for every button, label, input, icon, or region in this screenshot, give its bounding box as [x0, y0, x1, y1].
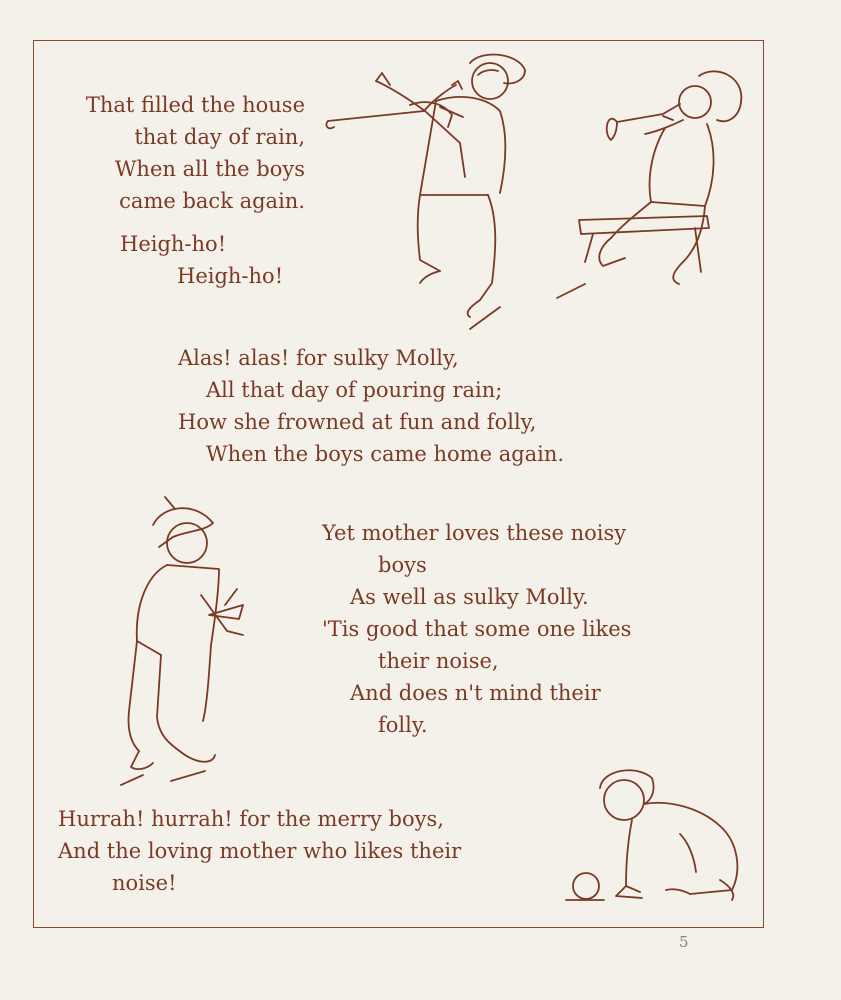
verse-line: their noise,: [378, 649, 499, 673]
verse-line: And the loving mother who likes their: [58, 839, 462, 863]
verse-line: Alas! alas! for sulky Molly,: [178, 346, 459, 370]
verse-line: boys: [378, 553, 427, 577]
verse-4: [58, 803, 461, 899]
verse-line: Hurrah! hurrah! for the merry boys,: [58, 807, 444, 831]
verse-line: That filled the house: [85, 93, 305, 117]
verse-line: When all the boys: [114, 157, 305, 181]
verse-line: noise!: [112, 871, 177, 895]
verse-line: that day of rain,: [134, 125, 305, 149]
verse-line: And does n't mind their: [350, 681, 601, 705]
verse-line: How she frowned at fun and folly,: [178, 410, 537, 434]
verse-3: [322, 517, 631, 741]
verse-line: All that day of pouring rain;: [206, 378, 503, 402]
refrain: [120, 228, 283, 292]
boy-with-trumpet-icon: [555, 62, 745, 302]
verse-line: Yet mother loves these noisy: [322, 521, 627, 545]
verse-line: came back again.: [119, 189, 305, 213]
boy-with-tongs-icon: [320, 45, 520, 335]
verse-line: folly.: [378, 713, 428, 737]
verse-2: [178, 342, 564, 470]
page-number: 5: [679, 933, 689, 951]
refrain-line: Heigh-ho!: [120, 232, 227, 256]
verse-line: When the boys came home again.: [206, 442, 565, 466]
refrain-line: Heigh-ho!: [177, 264, 284, 288]
boy-with-triangle-icon: [115, 495, 260, 795]
verse-1: [55, 89, 305, 217]
girl-with-ball-icon: [570, 760, 748, 910]
verse-line: As well as sulky Molly.: [350, 585, 589, 609]
verse-line: 'Tis good that some one likes: [322, 617, 632, 641]
